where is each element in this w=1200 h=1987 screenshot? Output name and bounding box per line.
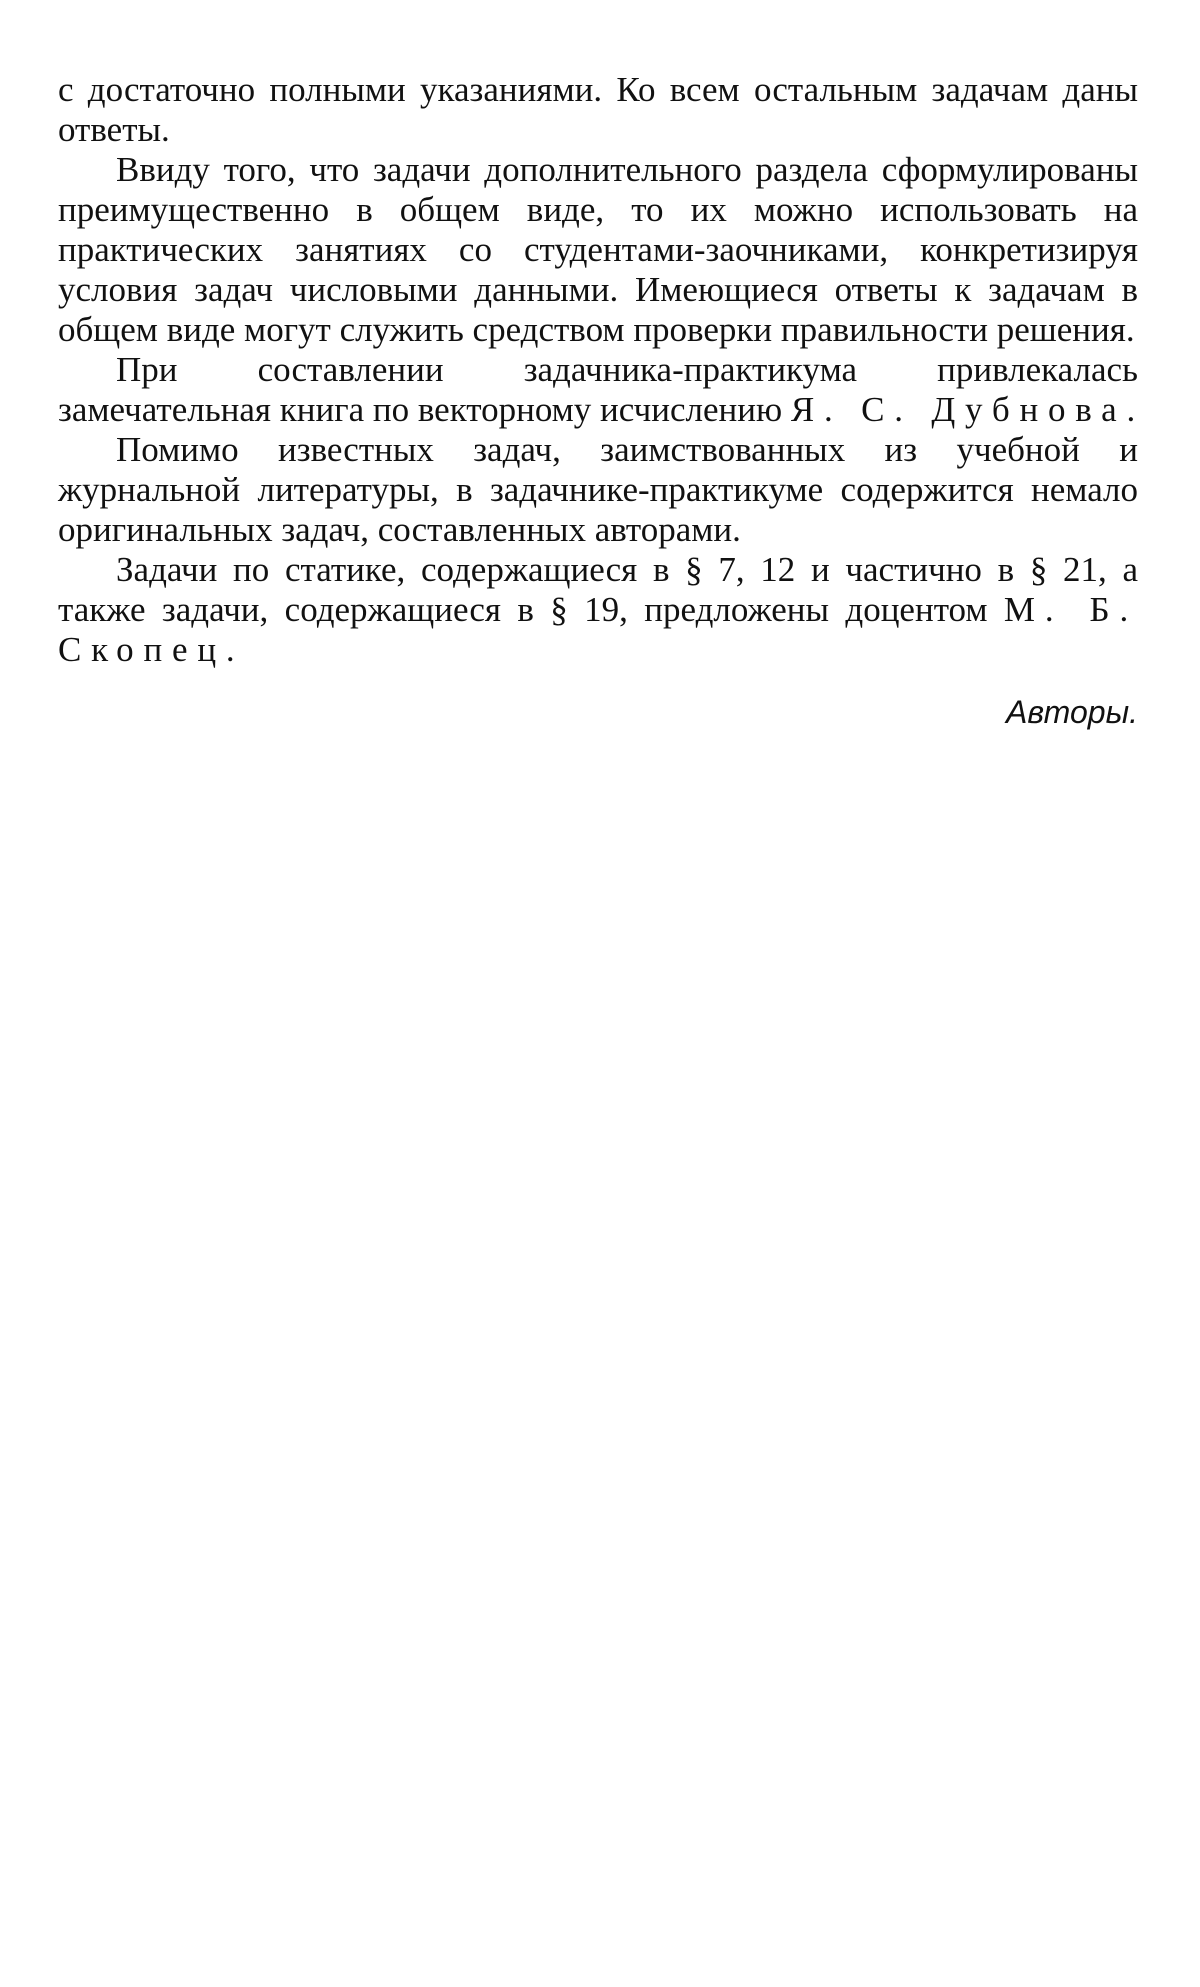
paragraph-3-end: . [1126, 390, 1136, 429]
author-name-dubnov: Я. С. Дубнова [790, 390, 1127, 429]
signature: Авторы. [1005, 694, 1138, 730]
paragraph-5-end: . [225, 630, 235, 669]
paragraph-5-text: Задачи по статике, содержащиеся в § 7, 12 и частично в § 21, а также задачи, содержащиеся в § 19, предложены доцентом [58, 550, 1138, 629]
paragraph-5 [58, 550, 1138, 670]
paragraph-4: Помимо известных задач, заимствованных из учебной и журнальной литературы, в задачнике-практикуме содержится немало оригинальных задач, составленных авторами. [58, 430, 1138, 549]
author-name-skopets: М. Б. Скопец [58, 590, 1139, 669]
paragraph-2: Ввиду того, что задачи дополнительного раздела сформулированы преимущественно в общем виде, то их можно использовать на практических занятиях со студентами-заочниками, конкретизируя условия задач числовыми данными. Имеющиеся ответы к задачам в общем виде могут служить средством проверки правильности решения. [58, 150, 1138, 349]
document-page [58, 70, 1138, 732]
paragraph-1: с достаточно полными указаниями. Ко всем остальным задачам даны ответы. [58, 70, 1138, 149]
paragraph-3-text: При составлении задачника-практикума привлекалась замечательная книга по векторному исчислению [58, 350, 1138, 429]
paragraph-3 [58, 350, 1138, 430]
